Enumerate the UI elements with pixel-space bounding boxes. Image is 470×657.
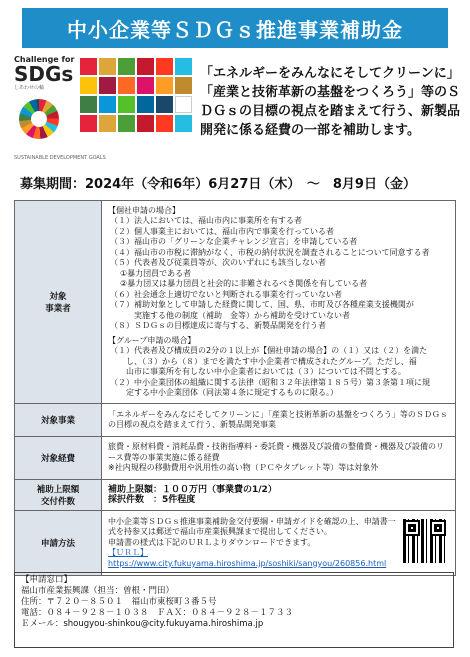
sdg-goal-icon (156, 58, 173, 75)
limit-count: 採択件数 ：5件程度 (108, 495, 196, 505)
sdg-goal-icon (99, 77, 116, 94)
sdg-goal-icon (80, 77, 97, 94)
sdg-goal-icon (118, 77, 135, 94)
sdg-goal-icon (99, 58, 116, 75)
sdg-goal-icon (137, 115, 154, 132)
list-item: 定する中小企業団体（同法第４条に規定するものに限る。） (110, 388, 338, 397)
logo-tagline: しあわせの輪 (14, 85, 45, 91)
sdgs-logo (14, 55, 194, 170)
group-title: 【グループ申請の場合】 (108, 335, 196, 345)
sdg-goal-icon (137, 58, 154, 75)
logo-footer: SUSTAINABLE DEVELOPMENT GOALS (14, 155, 106, 161)
list-item: （２）個人事業主においては、福山市内で事業を行っている者 (110, 226, 334, 236)
sdg-goal-tiles (80, 58, 192, 132)
list-item: （１）代表者及び構成員の2分の１以上が【個社申請の場合】の（１）又は（２）を満た (110, 346, 428, 355)
limit-amount: 補助上限額：１００万円（事業費の1/2） (108, 484, 277, 495)
list-item: （３）福山市の「グリーンな企業チャレンジ宣言」を申請している者 (110, 237, 358, 246)
table-row-limit (15, 480, 456, 511)
contact-title: 【申請窓口】 (21, 575, 73, 585)
expense-note: ※社内規程の移動費用や汎用性の高い物（ＰＣやタブレット等）等は対象外 (108, 463, 379, 473)
table-row-expense (15, 437, 456, 480)
page-title: 中小企業等ＳＤＧｓ推進事業補助金 (22, 8, 448, 48)
corp-title: 【個社申請の場合】 (108, 205, 180, 215)
sdg-goal-icon (118, 115, 135, 132)
list-item: （４）福山市の市税に滞納がなく、市税の納付状況を調査されることについて同意する者 (110, 247, 430, 257)
application-period: 募集期間：2024年（令和6年）6月27日（木） ～ 8月9日（金） (20, 177, 416, 192)
row-label-expense: 対象経費 (15, 437, 102, 480)
sdg-goal-icon (80, 115, 97, 132)
expense-text: 旅費・原材料費・消耗品費・技術指導料・委託費・機器及び設備の整備費・機器及び設備のリース費等の事業実施に係る経費 (108, 442, 444, 462)
table-row-method (15, 511, 456, 576)
logo-top-text: Challenge for (14, 55, 75, 64)
contact-box (14, 572, 454, 648)
list-item: 山市に事業所を有しない中小企業者においては（３）については不問とする。 (110, 367, 406, 376)
table-row-business (15, 404, 456, 437)
method-download-text: 申請書の様式は下記のＵＲＬよりダウンロードできます。 (108, 537, 316, 547)
row-label-applicant: 対象 事業者 (15, 201, 102, 404)
table-row-applicant (15, 201, 456, 404)
list-item: し、（３）から（８）までを満たす中小企業者で構成されたグループ。ただし、福 (110, 356, 417, 366)
intro-text: 「エネルギーをみんなにそしてクリーンに」「産業と技術革新の基盤をつくろう」等のＳＤＧｓの目標の視点を踏まえて行う、新製品開発に係る経費の一部を補助します。 (200, 66, 461, 138)
row-content-applicant (102, 201, 456, 404)
sdg-goal-icon (118, 96, 135, 113)
row-content-limit (102, 480, 456, 511)
sdg-goal-icon (175, 77, 192, 94)
url-label: 【ＵＲＬ】 (108, 548, 148, 558)
contact-email-link[interactable]: Ｅメール：shougyou-shinkou@city.fukuyama.hiroshima.jp (21, 619, 264, 629)
sdg-goal-icon (175, 115, 192, 132)
sdg-goal-icon (156, 96, 173, 113)
info-table (14, 200, 456, 576)
sdg-goal-icon (99, 96, 116, 113)
list-item: （６）社会通念上適切でないと判断される事業を行っていない者 (110, 289, 342, 299)
sdg-goal-icon (80, 58, 97, 75)
sdg-goal-icon (99, 115, 116, 132)
list-item: ①暴力団員である者 (120, 268, 192, 278)
logo-name: SDGs (14, 62, 74, 86)
row-label-method: 申請方法 (15, 511, 102, 576)
method-text: 中小企業等ＳＤＧｓ推進事業補助金交付要綱・申請ガイドを確認の上、申請書一式を持参又は郵送で福山市産業振興課まで提出してください。 (108, 516, 396, 537)
list-item: 実施する他の制度（補助 金等）から補助を受けていない者 (110, 310, 350, 320)
row-content-method (102, 511, 456, 576)
list-item: （７）補助対象として申請した経費に関して、国、県、市町及び各種産業支援機関が (110, 300, 414, 309)
row-label-business: 対象事業 (15, 404, 102, 437)
contact-phone: 電話：０８４－９２８－１０３８ ＦＡＸ：０８４－９２８－１７３３ (21, 608, 294, 618)
sdg-goal-icon (137, 96, 154, 113)
sdg-goal-icon (118, 58, 135, 75)
sdgs-wheel-icon (19, 99, 59, 139)
sdg-goal-icon (137, 77, 154, 94)
application-url-link[interactable]: https://www.city.fukuyama.hiroshima.jp/soshiki/sangyou/260856.html (108, 558, 387, 568)
sdg-goal-icon (156, 115, 173, 132)
row-content-business: 「エネルギーをみんなにそしてクリーンに」「産業と技術革新の基盤をつくろう」等のＳＤＧｓの目標の視点を踏まえて行う、新製品開発事業 (102, 404, 456, 437)
sdg-goal-icon (175, 58, 192, 75)
sdg-goal-icon (175, 96, 192, 113)
row-content-expense (102, 437, 456, 480)
list-item: ②暴力団又は暴力団員と社会的に非難されるべき関係を有している者 (120, 279, 368, 288)
list-item: （１）法人においては、福山市内に事業所を有する者 (110, 216, 302, 225)
sdg-goal-icon (80, 96, 97, 113)
contact-address: 住所：〒７２０－８５０１ 福山市東桜町３番５号 (21, 597, 217, 607)
sdg-goal-icon (156, 77, 173, 94)
row-label-limit: 補助上限額 交付件数 (15, 480, 102, 511)
list-item: （２）中小企業団体の組織に関する法律（昭和３２年法律第１８５号）第３条第１項に規 (110, 377, 430, 387)
qr-code-icon[interactable] (403, 519, 447, 563)
contact-dept: 福山市産業振興課（担当：曽根・門田） (21, 586, 175, 596)
list-item: （８）ＳＤＧｓの目標達成に寄与する、新製品開発を行う者 (110, 321, 326, 330)
list-item: （５）代表者及び従業員等が、次のいずれにも該当しない者 (110, 258, 326, 267)
